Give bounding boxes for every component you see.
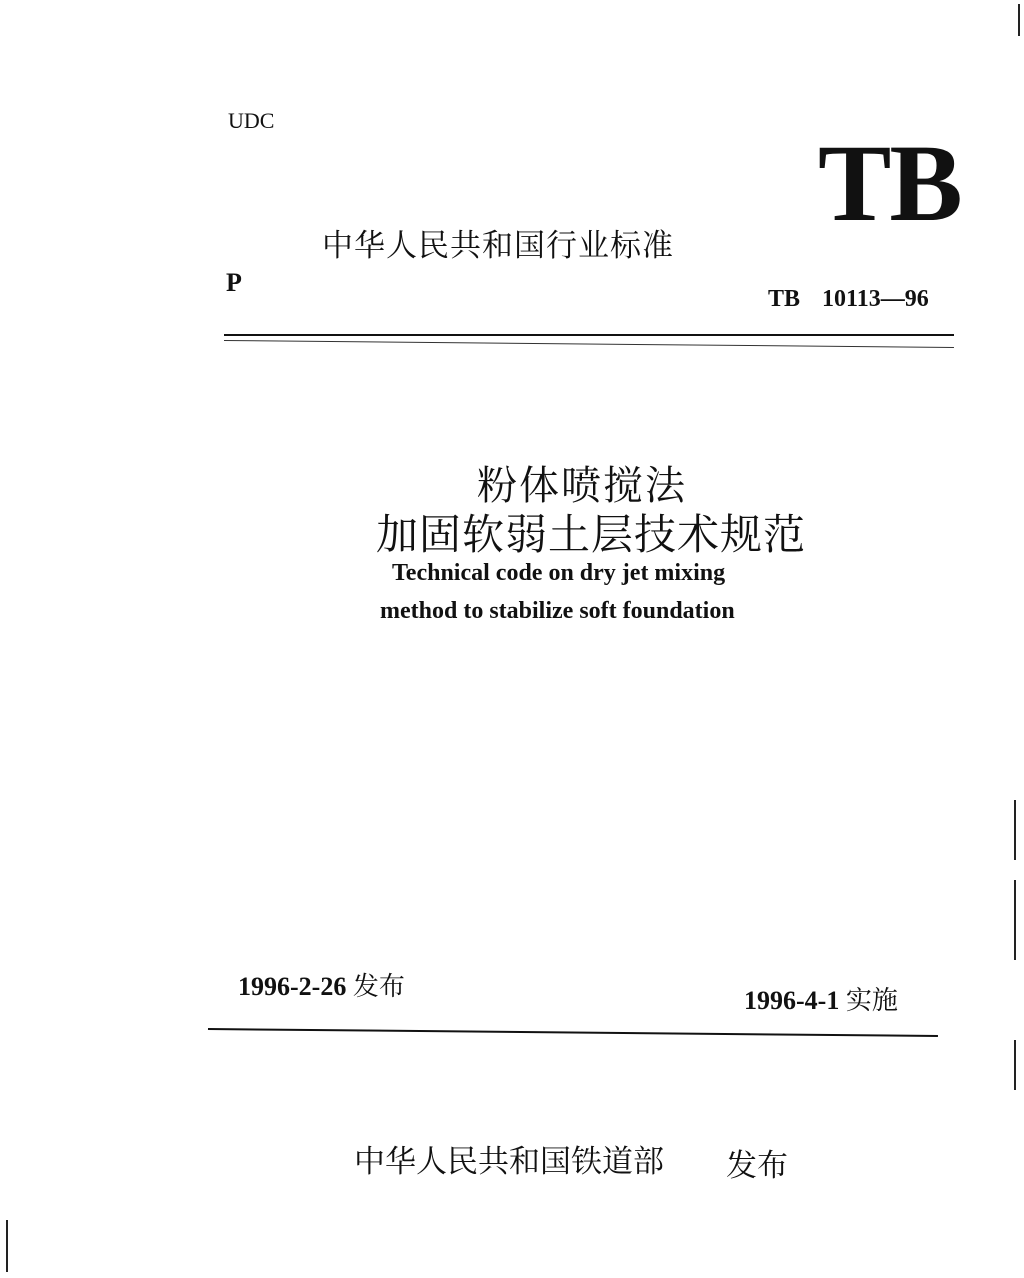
scan-edge-mark <box>6 1220 8 1272</box>
standard-number-value: 10113—96 <box>822 286 929 312</box>
scan-edge-mark <box>1014 880 1016 960</box>
scan-edge-mark <box>1018 4 1020 36</box>
category-code: P <box>226 268 242 297</box>
effective-date <box>744 980 898 1017</box>
issue-date-value: 1996-2-26 <box>238 972 347 1001</box>
publisher-name: 中华人民共和国铁道部 <box>354 1144 664 1180</box>
title-chinese-line-2: 加固软弱土层技术规范 <box>376 510 807 559</box>
effective-date-label: 实施 <box>845 986 898 1016</box>
header-divider <box>224 334 954 336</box>
standard-number-prefix: TB <box>768 286 801 312</box>
effective-date-value: 1996-4-1 <box>744 986 840 1015</box>
publish-label: 发布 <box>726 1148 788 1184</box>
header-divider-secondary <box>224 340 954 348</box>
tb-logo-code: TB <box>818 122 961 244</box>
title-english-line-2: method to stabilize soft foundation <box>380 598 735 624</box>
udc-label: UDC <box>228 108 275 133</box>
standard-number <box>768 286 929 313</box>
issue-date-label: 发布 <box>352 972 405 1002</box>
footer-divider <box>208 1028 938 1037</box>
issue-date <box>238 966 405 1003</box>
title-english-line-1: Technical code on dry jet mixing <box>392 560 726 586</box>
scan-edge-mark <box>1014 800 1016 860</box>
title-chinese-line-1: 粉体喷搅法 <box>477 463 687 509</box>
industry-standard-title: 中华人民共和国行业标准 <box>322 228 674 264</box>
scan-edge-mark <box>1014 1040 1016 1090</box>
